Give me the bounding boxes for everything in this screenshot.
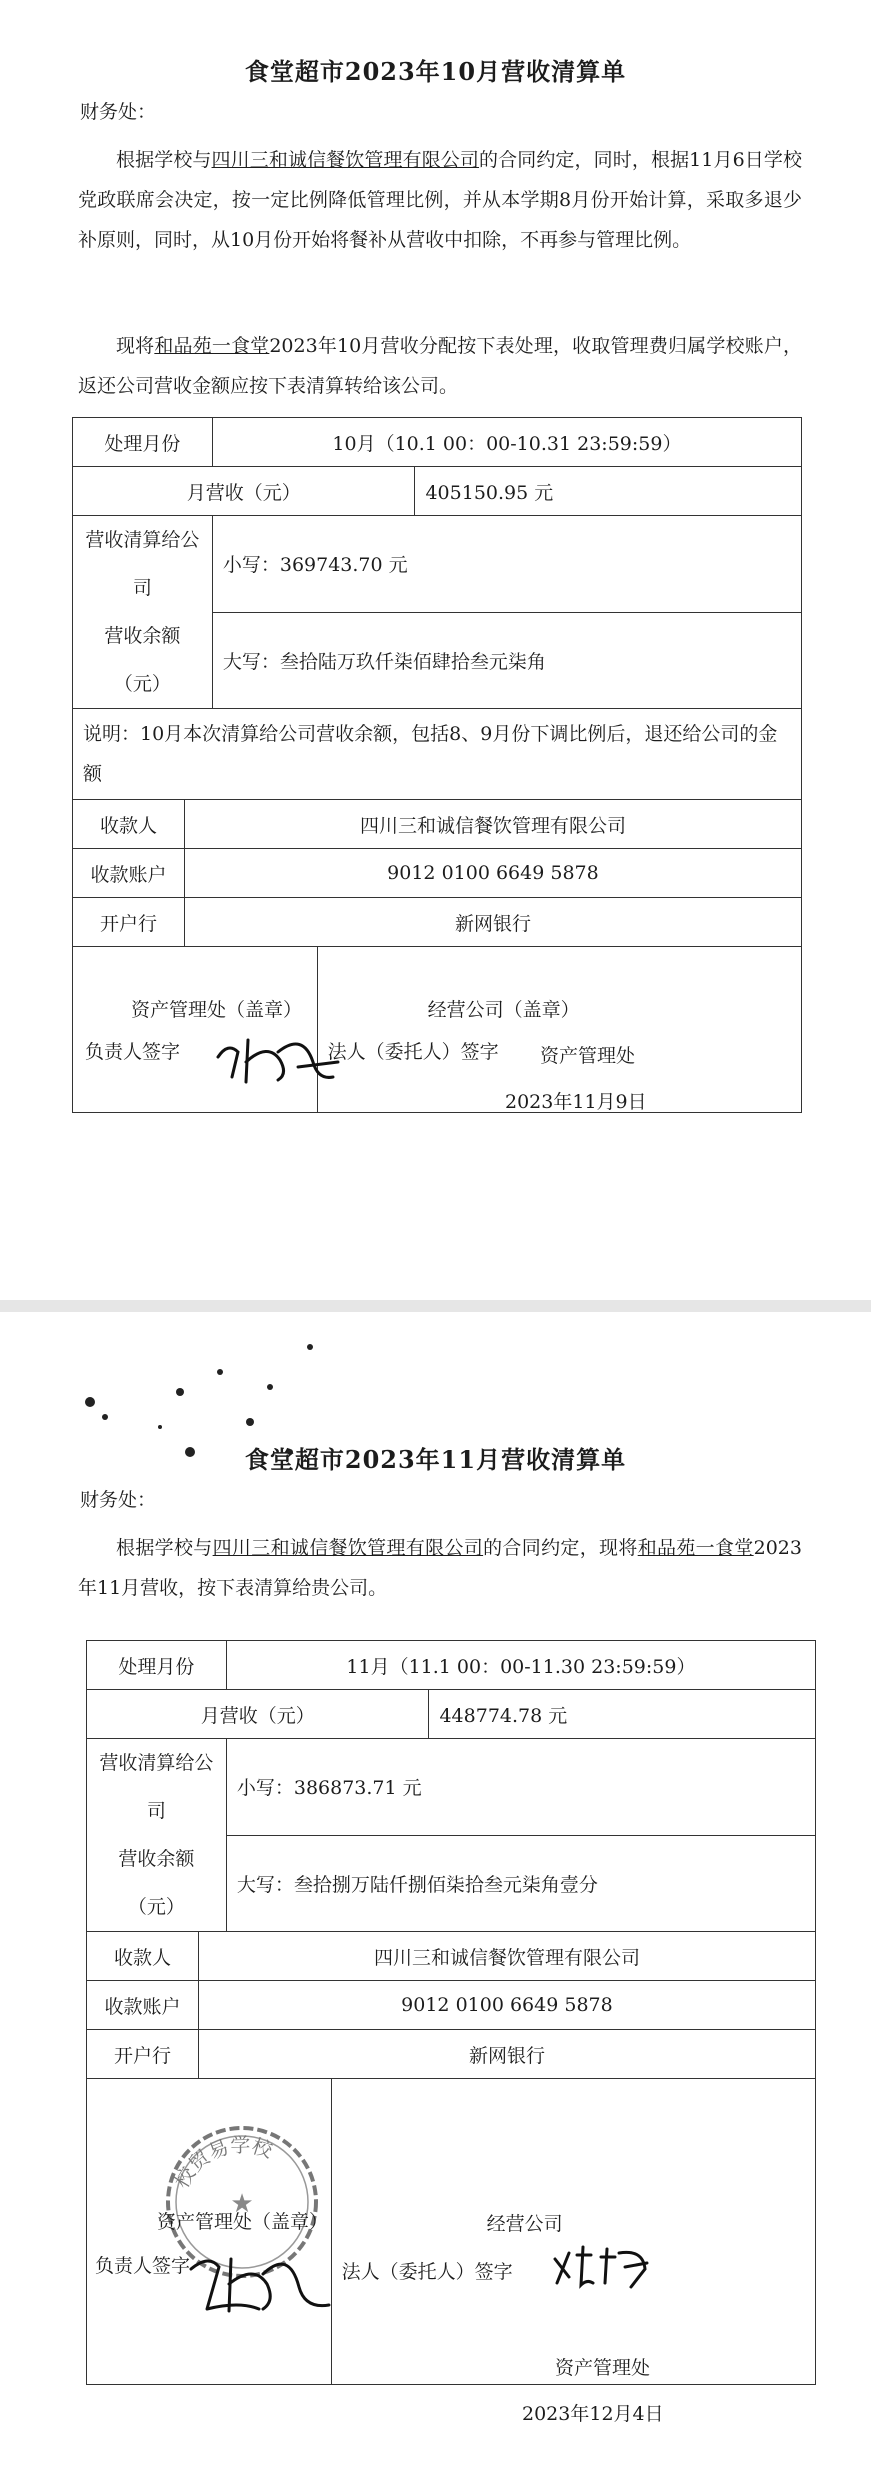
addressee: 财务处：: [80, 101, 157, 123]
para-text: 2023年11月营收，按下表清算给贵公司。: [78, 1537, 802, 1599]
big-amount: 大写：叁拾捌万陆仟捌佰柒拾叁元柒角壹分: [226, 1835, 815, 1932]
account-value: 9012 0100 6649 5878: [184, 849, 801, 898]
table-row: [73, 516, 802, 613]
legal-rep-signature-label: 法人（委托人）签字: [327, 1041, 499, 1063]
company-name: 四川三和诚信餐饮管理有限公司: [212, 1537, 484, 1559]
asset-dept-seal-label: 资产管理处（盖章）: [131, 999, 303, 1021]
payee-value: 四川三和诚信餐饮管理有限公司: [198, 1932, 815, 1981]
settle-label: [87, 1739, 227, 1932]
paragraph-allocation: [78, 326, 802, 406]
para-text: 的合同约定，同时，根据11月6日学校党政联席会决定，按一定比例降低管理比例，并从本学期8月份开始计算，采取多退少补原则，同时，从10月份开始将餐补从营收中扣除，不再参与管理比例。: [78, 149, 802, 251]
left-signature-cell: [73, 947, 318, 1113]
account-label: 收款账户: [87, 1981, 199, 2030]
table-row: [87, 1981, 816, 2030]
responsible-signature-label: 负责人签字: [95, 2255, 191, 2277]
table-row: [73, 418, 802, 467]
table-row: [73, 467, 802, 516]
canteen-name: 和品苑一食堂: [637, 1537, 754, 1559]
table-row: [73, 947, 802, 1113]
table-row: [87, 1932, 816, 1981]
para-text: 现将: [116, 335, 155, 357]
table-row: [73, 849, 802, 898]
big-amount: 大写：叁拾陆万玖仟柒佰肆拾叁元柒角: [212, 612, 801, 709]
settle-label-line: 营收余额（元）: [104, 625, 181, 695]
table-row: [87, 1641, 816, 1690]
revenue-label: 月营收（元）: [87, 1690, 429, 1739]
addressee: 财务处：: [80, 1489, 157, 1511]
footer-date: 2023年11月9日: [505, 1091, 647, 1113]
payee-label: 收款人: [87, 1932, 199, 1981]
account-value: 9012 0100 6649 5878: [198, 1981, 815, 2030]
settle-label-line: 营收余额（元）: [118, 1848, 195, 1918]
company-seal-label: 经营公司（盖章）: [427, 999, 580, 1021]
table-row: [87, 2079, 816, 2385]
payee-value: 四川三和诚信餐饮管理有限公司: [184, 800, 801, 849]
responsible-signature-label: 负责人签字: [85, 1041, 181, 1063]
revenue-value: 405150.95 元: [415, 467, 802, 516]
para-text: 2023年10月营收分配按下表处理，收取管理费归属学校账户，返还公司营收金额应按下表清算转给该公司。: [78, 335, 802, 397]
settle-label: [73, 516, 213, 709]
table-row: [87, 2030, 816, 2079]
month-value: 11月（11.1 00：00-11.30 23:59:59）: [226, 1641, 815, 1690]
bank-value: 新网银行: [198, 2030, 815, 2079]
bank-value: 新网银行: [184, 898, 801, 947]
legal-rep-signature-icon: [547, 2239, 657, 2294]
page-separator: [0, 1300, 871, 1312]
settlement-sheet-november: [0, 1312, 871, 2465]
table-row: [73, 898, 802, 947]
table-row: [87, 1739, 816, 1836]
month-label: 处理月份: [87, 1641, 227, 1690]
table-row: [73, 800, 802, 849]
svg-text:校贸易学校: 校贸易学校: [169, 2132, 276, 2193]
revenue-label: 月营收（元）: [73, 467, 415, 516]
table-row: [73, 709, 802, 800]
para-text: 根据学校与: [116, 1537, 213, 1559]
document-title: 食堂超市2023年11月营收清算单: [244, 1445, 627, 1474]
footer-department: 资产管理处: [540, 1045, 636, 1067]
right-signature-cell: [331, 2079, 815, 2385]
settle-label-line: 营收清算给公司: [85, 529, 200, 599]
company-label: 经营公司: [486, 2213, 563, 2235]
settlement-table: [72, 417, 802, 1113]
settle-label-line: 营收清算给公司: [99, 1752, 214, 1822]
revenue-value: 448774.78 元: [429, 1690, 816, 1739]
payee-label: 收款人: [73, 800, 185, 849]
month-value: 10月（10.1 00：00-10.31 23:59:59）: [212, 418, 801, 467]
paragraph-contract: [78, 140, 802, 260]
para-text: 根据学校与: [116, 149, 212, 171]
company-name: 四川三和诚信餐饮管理有限公司: [211, 149, 480, 171]
account-label: 收款账户: [73, 849, 185, 898]
footer-date: 2023年12月4日: [522, 2403, 664, 2425]
document-title: 食堂超市2023年10月营收清算单: [244, 57, 627, 86]
paragraph-contract: [78, 1528, 802, 1608]
note: 说明：10月本次清算给公司营收余额，包括8、9月份下调比例后，退还给公司的金额: [73, 709, 802, 800]
canteen-name: 和品苑一食堂: [154, 335, 270, 357]
table-row: [87, 1690, 816, 1739]
svg-text:★: ★: [230, 2189, 254, 2219]
footer-department: 资产管理处: [555, 2357, 651, 2379]
settlement-table: [86, 1640, 816, 2385]
month-label: 处理月份: [73, 418, 213, 467]
para-text: 的合同约定，现将: [483, 1537, 638, 1559]
legal-rep-signature-label: 法人（委托人）签字: [341, 2261, 513, 2283]
small-amount: 小写：386873.71 元: [226, 1739, 815, 1836]
small-amount: 小写：369743.70 元: [212, 516, 801, 613]
bank-label: 开户行: [73, 898, 185, 947]
handwritten-signature-icon: [179, 2239, 339, 2329]
left-signature-cell: [87, 2079, 332, 2385]
bank-label: 开户行: [87, 2030, 199, 2079]
asset-dept-seal-label: 资产管理处（盖章）: [157, 2211, 329, 2233]
